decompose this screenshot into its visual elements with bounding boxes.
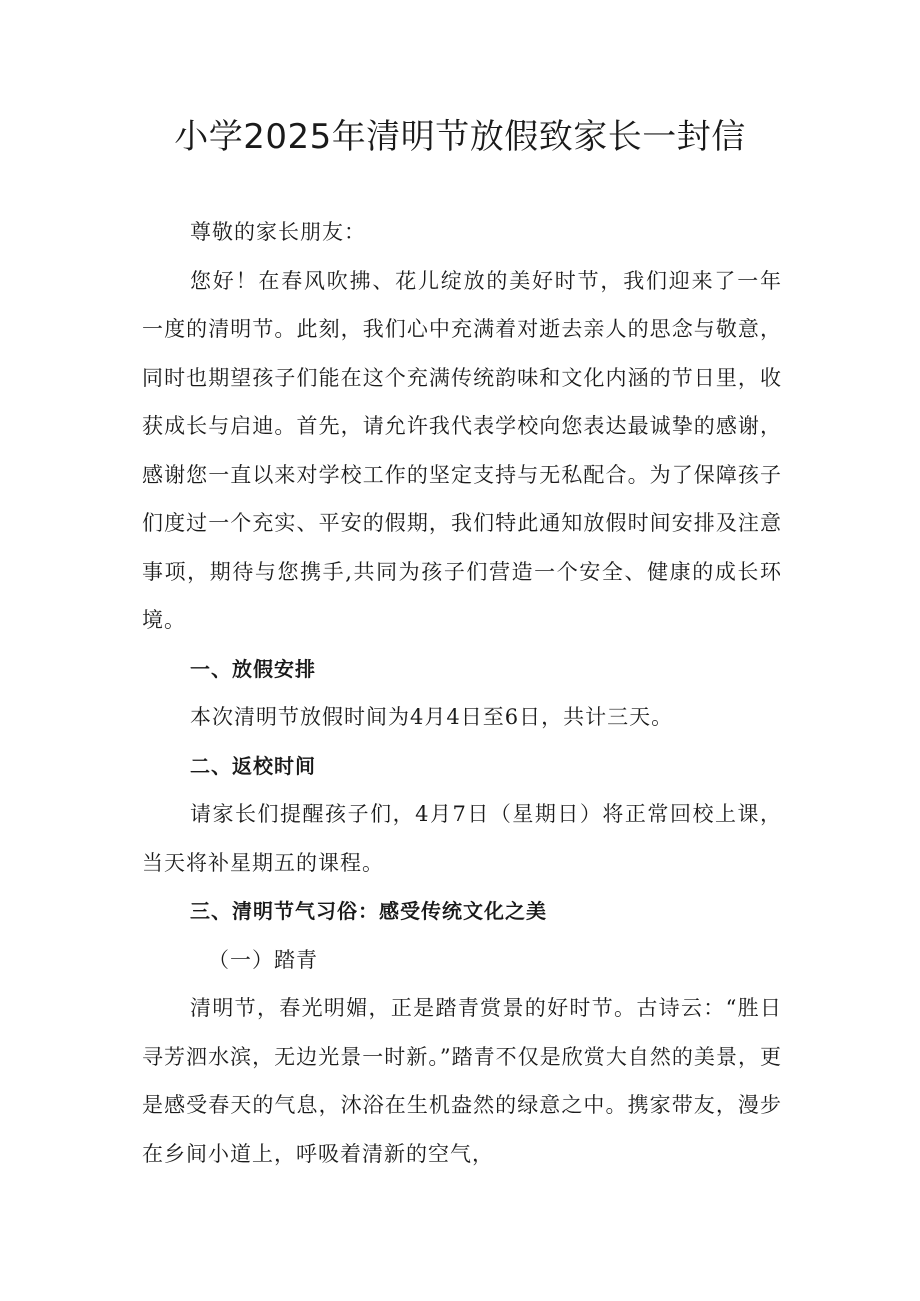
salutation: 尊敬的家长朋友：: [190, 220, 366, 244]
section-heading-holiday-schedule: 一、放假安排: [190, 656, 316, 681]
holiday-schedule-paragraph: 本次清明节放假时间为4月4日至6日，共计三天。: [190, 705, 674, 729]
document-title: 小学2025年清明节放假致家长一封信: [174, 117, 746, 157]
outing-paragraph: 清明节，春光明媚，正是踏青赏景的好时节。古诗云：“胜日寻芳泗水滨，无边光景一时新。”踏青不仅是欣赏大自然的美景，更是感受春天的气息，沐浴在生机盎然的绿意之中。携家带友，漫步在乡间小道上，呼吸着清新的空气，: [142, 996, 782, 1166]
intro-paragraph: 您好！在春风吹拂、花儿绽放的美好时节，我们迎来了一年一度的清明节。此刻，我们心中充满着对逝去亲人的思念与敬意，同时也期望孩子们能在这个充满传统韵味和文化内涵的节日里，收获成长与启迪。首先，请允许我代表学校向您表达最诚挚的感谢，感谢您一直以来对学校工作的坚定支持与无私配合。为了保障孩子们度过一个充实、平安的假期，我们特此通知放假时间安排及注意事项，期待与您携手,共同为孩子们营造一个安全、健康的成长环境。: [142, 268, 782, 632]
subheading-outing: （一）踏青: [208, 947, 318, 972]
return-time-paragraph: 请家长们提醒孩子们，4月7日（星期日）将正常回校上课，当天将补星期五的课程。: [142, 802, 782, 875]
section-heading-return-time: 二、返校时间: [190, 753, 316, 778]
section-heading-customs: 三、清明节气习俗：感受传统文化之美: [190, 899, 547, 923]
document-body: [142, 208, 782, 1178]
